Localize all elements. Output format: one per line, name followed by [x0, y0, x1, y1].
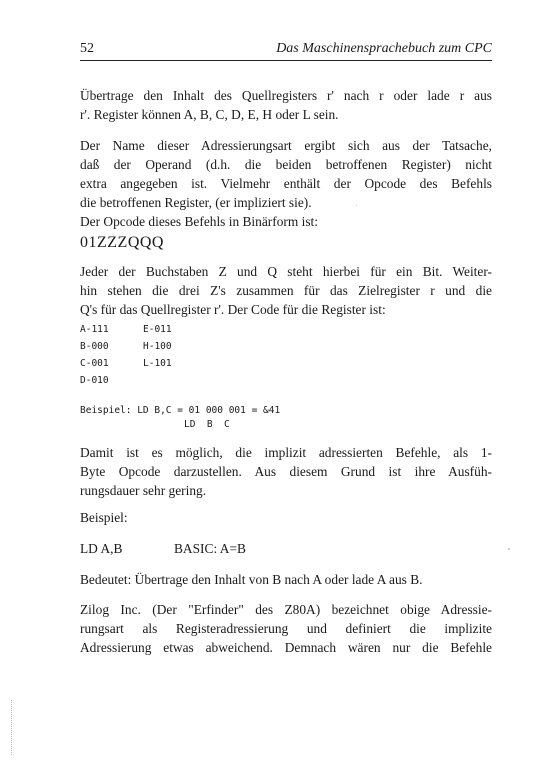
scan-margin-marks — [11, 700, 14, 755]
paragraph-bit-explanation — [80, 262, 492, 319]
register-code: E-011 — [143, 324, 172, 335]
example-code-line: Beispiel: LD B,C = 01 000 001 = &41 — [80, 405, 281, 416]
text-line: Der Opcode dieses Befehls in Binärform ist: — [80, 214, 318, 229]
register-code: B-000 — [80, 341, 109, 352]
running-title: Das Maschinensprachebuch zum CPC — [276, 41, 492, 56]
text-line: rungsart als Registeradressierung und definiert die implizite — [80, 621, 492, 636]
register-code: L-101 — [143, 358, 172, 369]
basic-equivalent: BASIC: A=B — [174, 541, 246, 556]
register-code: D-010 — [80, 375, 109, 386]
text-line: r'. Register können A, B, C, D, E, H oder L sein. — [80, 107, 339, 122]
scan-speck — [356, 205, 357, 206]
register-code: C-001 — [80, 358, 109, 369]
text-line: daß der Operand (d.h. die beiden betroffenen Register) nicht — [80, 157, 492, 172]
register-code-row — [80, 324, 206, 341]
assembler-example: LD A,B — [80, 541, 123, 556]
text-line: Adressierung etwas abweichend. Demnach wären nur die Befehle — [80, 640, 492, 655]
register-code: H-100 — [143, 341, 172, 352]
register-code — [143, 375, 206, 392]
text-line: Übertrage den Inhalt des Quellregisters r' nach r oder lade r aus — [80, 88, 492, 103]
text-line: extra angegeben ist. Vielmehr enthält der Opcode des Befehls — [80, 176, 492, 191]
text-line: Damit ist es möglich, die implizit adressierten Befehle, als 1- — [80, 445, 492, 460]
text-line: rungsdauer sehr gering. — [80, 483, 207, 498]
text-line: Q's für das Quellregister r'. Der Code für die Register ist: — [80, 302, 386, 317]
text-line: Jeder der Buchstaben Z und Q steht hierbei für ein Bit. Weiter- — [80, 264, 492, 279]
example-label: Beispiel: — [80, 510, 128, 525]
paragraph-source-register — [80, 86, 492, 124]
page-number: 52 — [80, 41, 94, 56]
register-code-row — [80, 341, 206, 358]
scan-speck — [508, 548, 510, 550]
paragraph-one-byte-opcode — [80, 443, 492, 500]
text-line: hin stehen die drei Z's zusammen für das Zielregister r und die — [80, 283, 492, 298]
text-line: die betroffenen Register, (er impliziert sie). — [80, 195, 312, 210]
page-header — [80, 40, 492, 61]
register-code: A-111 — [80, 324, 109, 335]
meaning-line: Bedeutet: Übertrage den Inhalt von B nach A oder lade A aus B. — [80, 572, 423, 587]
register-code-row — [80, 375, 206, 392]
register-code-row — [80, 358, 206, 375]
paragraph-zilog — [80, 600, 492, 657]
register-code-table — [80, 324, 206, 392]
text-line: Der Name dieser Adressierungsart ergibt sich aus der Tatsache, — [80, 138, 492, 153]
opcode-binary: 01ZZZQQQ — [80, 234, 164, 251]
example-code-annotation: LD B C — [184, 419, 230, 430]
text-line: Zilog Inc. (Der "Erfinder" des Z80A) bezeichnet obige Adressie- — [80, 602, 492, 617]
text-line: Byte Opcode darzustellen. Aus diesem Grund ist ihre Ausfüh- — [80, 464, 492, 479]
paragraph-addressing-name — [80, 136, 492, 231]
